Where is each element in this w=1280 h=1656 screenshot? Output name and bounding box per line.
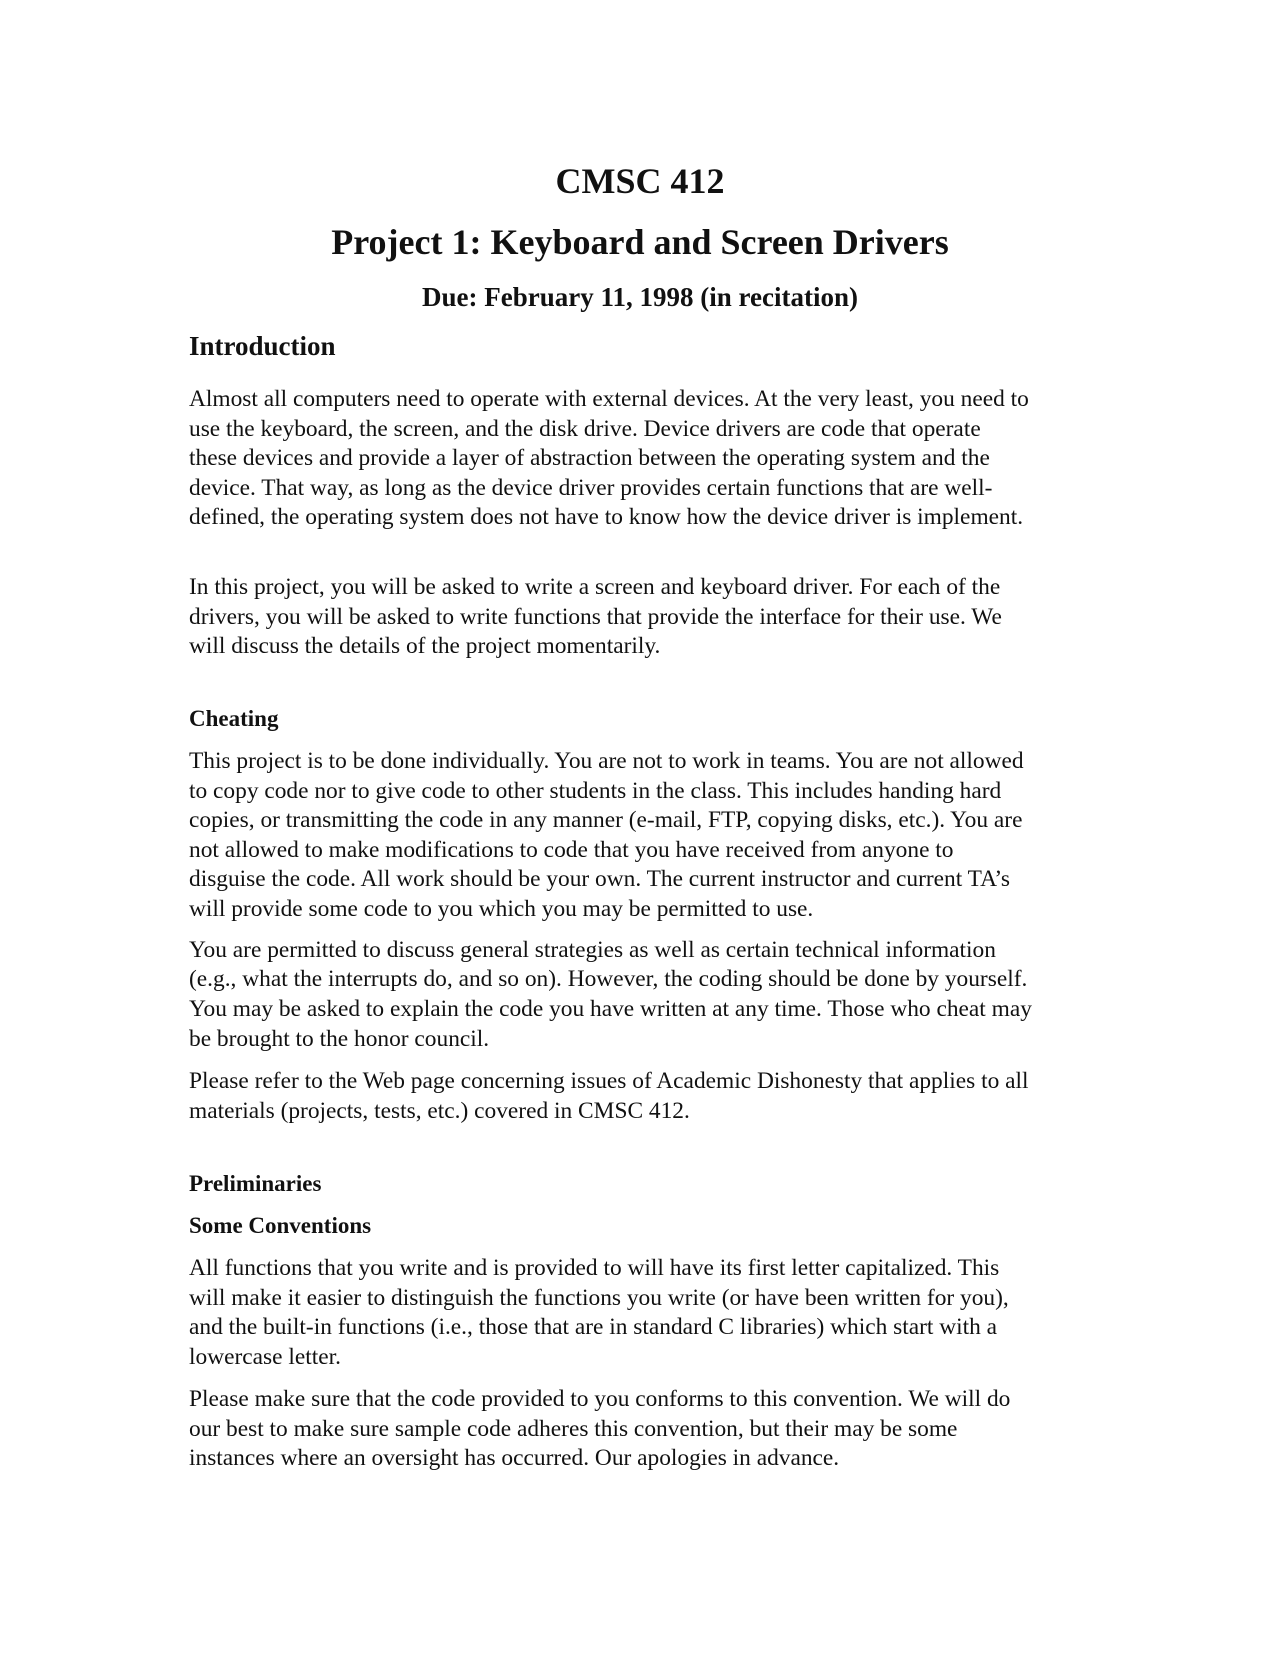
text-line: drivers, you will be asked to write functions that provide the interface for their use. We: [189, 604, 1002, 630]
text-line: You are permitted to discuss general strategies as well as certain technical information: [189, 937, 996, 963]
text-line: materials (projects, tests, etc.) covered in CMSC 412.: [189, 1098, 690, 1124]
text-line: and the built-in functions (i.e., those that are in standard C libraries) which start with a: [189, 1314, 998, 1340]
text-line: You may be asked to explain the code you have written at any time. Those who cheat may: [189, 996, 1032, 1022]
text-line: In this project, you will be asked to write a screen and keyboard driver. For each of the: [189, 574, 1001, 600]
course-title: CMSC 412: [555, 161, 725, 201]
text-line: instances where an oversight has occurred. Our apologies in advance.: [189, 1445, 840, 1471]
text-line: disguise the code. All work should be your own. The current instructor and current TA’s: [189, 866, 1010, 892]
heading-cheating: Cheating: [189, 706, 279, 731]
text-line: Please make sure that the code provided to you conforms to this convention. We will do: [189, 1386, 1011, 1412]
text-line: will provide some code to you which you may be permitted to use.: [189, 896, 814, 922]
text-line: will make it easier to distinguish the functions you write (or have been written for you),: [189, 1285, 1009, 1311]
heading-introduction: Introduction: [189, 331, 336, 361]
text-line: Please refer to the Web page concerning issues of Academic Dishonesty that applies to all: [189, 1068, 1029, 1094]
text-line: lowercase letter.: [189, 1344, 341, 1370]
text-line: use the keyboard, the screen, and the disk drive. Device drivers are code that operate: [189, 416, 981, 442]
text-line: not allowed to make modifications to code that you have received from anyone to: [189, 837, 954, 863]
text-line: these devices and provide a layer of abstraction between the operating system and the: [189, 445, 990, 471]
text-line: copies, or transmitting the code in any manner (e-mail, FTP, copying disks, etc.). You are: [189, 807, 1023, 833]
project-title: Project 1: Keyboard and Screen Drivers: [331, 222, 949, 262]
text-line: (e.g., what the interrupts do, and so on). However, the coding should be done by yourself.: [189, 966, 1028, 992]
heading-preliminaries: Preliminaries: [189, 1171, 322, 1196]
text-line: This project is to be done individually. You are not to work in teams. You are not allowed: [189, 748, 1024, 774]
text-line: device. That way, as long as the device driver provides certain functions that are well-: [189, 475, 993, 501]
text-line: be brought to the honor council.: [189, 1026, 490, 1052]
heading-some-conventions: Some Conventions: [189, 1213, 372, 1238]
text-line: our best to make sure sample code adheres this convention, but their may be some: [189, 1416, 958, 1442]
due-date: Due: February 11, 1998 (in recitation): [422, 282, 858, 312]
text-line: will discuss the details of the project momentarily.: [189, 633, 661, 659]
text-line: to copy code nor to give code to other students in the class. This includes handing hard: [189, 778, 1002, 804]
text-line: defined, the operating system does not have to know how the device driver is implement.: [189, 504, 1024, 530]
text-line: Almost all computers need to operate with external devices. At the very least, you need to: [189, 386, 1029, 412]
text-line: All functions that you write and is provided to will have its first letter capitalized. This: [189, 1255, 1000, 1281]
